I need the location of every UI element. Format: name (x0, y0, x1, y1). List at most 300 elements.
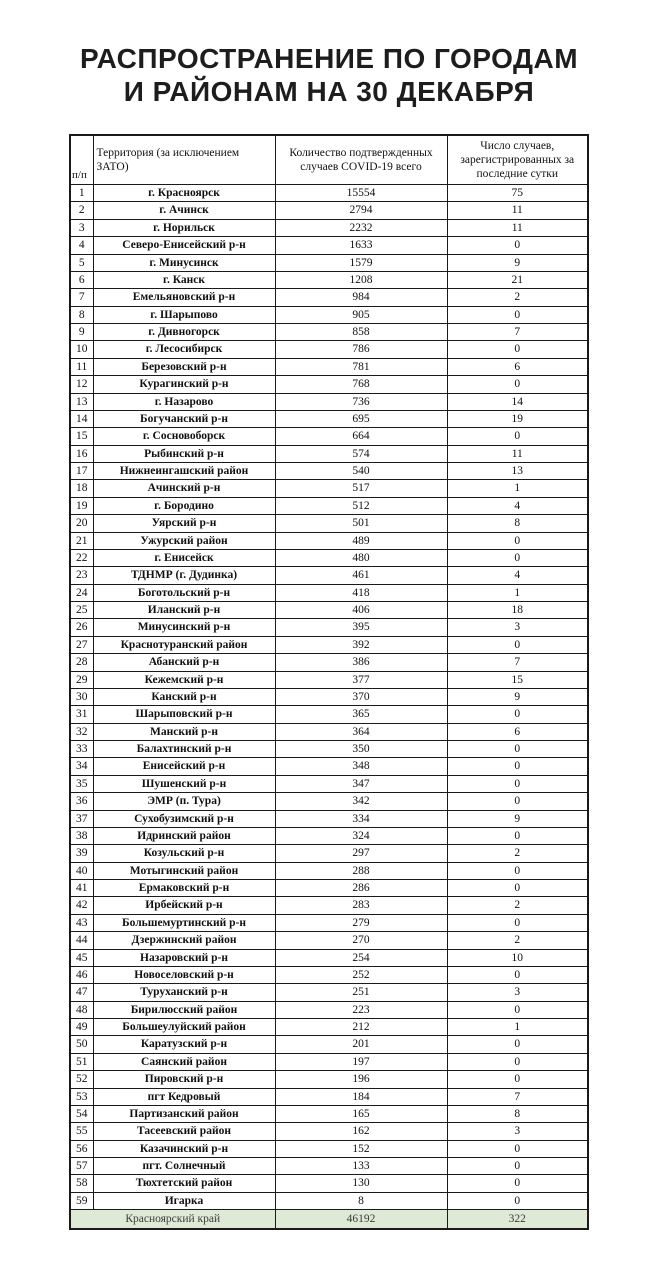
col-header-territory: Территория (за исключением ЗАТО) (93, 135, 275, 185)
territory-cell: ТДНМР (г. Дудинка) (93, 567, 275, 584)
territory-cell: Новоселовский р-н (93, 966, 275, 983)
total-cases-cell: 489 (275, 532, 447, 549)
row-number: 38 (70, 827, 93, 844)
territory-cell: Иланский р-н (93, 602, 275, 619)
table-row (70, 584, 588, 601)
territory-cell: Краснотуранский район (93, 636, 275, 653)
daily-cases-cell: 10 (447, 949, 588, 966)
total-cases-cell: 392 (275, 636, 447, 653)
territory-cell: Партизанский район (93, 1105, 275, 1122)
daily-cases-cell: 9 (447, 810, 588, 827)
territory-cell: г. Канск (93, 271, 275, 288)
territory-cell: Большемуртинский р-н (93, 914, 275, 931)
daily-cases-cell: 0 (447, 306, 588, 323)
territory-cell: ЭМР (п. Тура) (93, 793, 275, 810)
table-row (70, 775, 588, 792)
table-row (70, 1001, 588, 1018)
total-cases-cell: 196 (275, 1071, 447, 1088)
row-number: 40 (70, 862, 93, 879)
table-row (70, 654, 588, 671)
total-cases-cell: 297 (275, 845, 447, 862)
territory-cell: Емельяновский р-н (93, 289, 275, 306)
table-row (70, 1158, 588, 1175)
table-row (70, 758, 588, 775)
table-row (70, 1175, 588, 1192)
daily-cases-cell: 7 (447, 324, 588, 341)
total-cases-cell: 406 (275, 602, 447, 619)
territory-cell: Идринский район (93, 827, 275, 844)
row-number: 50 (70, 1036, 93, 1053)
total-cases-cell: 574 (275, 445, 447, 462)
territory-cell: Боготольский р-н (93, 584, 275, 601)
territory-cell: Минусинский р-н (93, 619, 275, 636)
total-cases-cell: 223 (275, 1001, 447, 1018)
daily-cases-cell: 7 (447, 1088, 588, 1105)
table-row (70, 827, 588, 844)
total-cases-cell: 212 (275, 1019, 447, 1036)
daily-cases-cell: 0 (447, 376, 588, 393)
daily-cases-cell: 15 (447, 671, 588, 688)
row-number: 34 (70, 758, 93, 775)
row-number: 2 (70, 202, 93, 219)
total-cases-cell: 370 (275, 688, 447, 705)
table-row (70, 914, 588, 931)
table-row (70, 636, 588, 653)
total-cases-cell: 1633 (275, 237, 447, 254)
table-row (70, 306, 588, 323)
daily-cases-cell: 0 (447, 1036, 588, 1053)
table-row (70, 358, 588, 375)
table-row (70, 810, 588, 827)
total-cases-cell: 664 (275, 428, 447, 445)
daily-cases-cell: 0 (447, 1192, 588, 1209)
total-cases-cell: 165 (275, 1105, 447, 1122)
table-row (70, 410, 588, 427)
total-cases-cell: 386 (275, 654, 447, 671)
row-number: 13 (70, 393, 93, 410)
territory-cell: Мотыгинский район (93, 862, 275, 879)
table-row (70, 862, 588, 879)
territory-cell: Курагинский р-н (93, 376, 275, 393)
total-cases-cell: 348 (275, 758, 447, 775)
territory-cell: г. Дивногорск (93, 324, 275, 341)
row-number: 43 (70, 914, 93, 931)
row-number: 23 (70, 567, 93, 584)
table-row (70, 1140, 588, 1157)
row-number: 28 (70, 654, 93, 671)
daily-cases-cell: 6 (447, 358, 588, 375)
daily-cases-cell: 0 (447, 636, 588, 653)
row-number: 58 (70, 1175, 93, 1192)
total-cases-cell: 781 (275, 358, 447, 375)
row-number: 7 (70, 289, 93, 306)
row-number: 39 (70, 845, 93, 862)
total-cases-cell: 152 (275, 1140, 447, 1157)
total-cases-cell: 517 (275, 480, 447, 497)
table-body (70, 185, 588, 1210)
row-number: 19 (70, 497, 93, 514)
total-cases-cell: 130 (275, 1175, 447, 1192)
total-cases-cell: 858 (275, 324, 447, 341)
territory-cell: г. Шарыпово (93, 306, 275, 323)
table-row (70, 289, 588, 306)
table-row (70, 549, 588, 566)
daily-cases-cell: 0 (447, 1175, 588, 1192)
total-cases-cell: 15554 (275, 185, 447, 202)
daily-cases-cell: 2 (447, 845, 588, 862)
row-number: 33 (70, 741, 93, 758)
row-number: 4 (70, 237, 93, 254)
daily-cases-cell: 2 (447, 897, 588, 914)
total-cases-cell: 184 (275, 1088, 447, 1105)
total-territory-cell: Красноярский край (70, 1210, 275, 1230)
row-number: 25 (70, 602, 93, 619)
row-number: 44 (70, 932, 93, 949)
table-row (70, 567, 588, 584)
table-row (70, 897, 588, 914)
total-cases-cell: 395 (275, 619, 447, 636)
total-cases-cell: 480 (275, 549, 447, 566)
table-row (70, 984, 588, 1001)
territory-cell: г. Ачинск (93, 202, 275, 219)
table-row (70, 1123, 588, 1140)
territory-cell: Дзержинский район (93, 932, 275, 949)
total-cases-cell: 283 (275, 897, 447, 914)
territory-cell: Ачинский р-н (93, 480, 275, 497)
col-header-total-cases: Количество подтвержденных случаев COVID-19 всего (275, 135, 447, 185)
daily-cases-cell: 0 (447, 1001, 588, 1018)
total-cases-cell: 286 (275, 880, 447, 897)
table-row (70, 949, 588, 966)
row-number: 49 (70, 1019, 93, 1036)
daily-cases-cell: 1 (447, 480, 588, 497)
territory-cell: пгт Кедровый (93, 1088, 275, 1105)
table-row (70, 185, 588, 202)
total-cases-cell: 252 (275, 966, 447, 983)
col-header-daily-cases: Число случаев, зарегистрированных за последние сутки (447, 135, 588, 185)
page-title-line1: РАСПРОСТРАНЕНИЕ ПО ГОРОДАМ (79, 43, 579, 74)
table-row (70, 463, 588, 480)
daily-cases-cell: 11 (447, 202, 588, 219)
territory-cell: Казачинский р-н (93, 1140, 275, 1157)
table-row (70, 619, 588, 636)
daily-cases-cell: 3 (447, 984, 588, 1001)
territory-cell: Игарка (93, 1192, 275, 1209)
daily-cases-cell: 3 (447, 1123, 588, 1140)
total-cases-cell: 279 (275, 914, 447, 931)
daily-cases-cell: 0 (447, 793, 588, 810)
row-number: 8 (70, 306, 93, 323)
territory-cell: Козульский р-н (93, 845, 275, 862)
total-cases-cell: 984 (275, 289, 447, 306)
territory-cell: г. Красноярск (93, 185, 275, 202)
daily-cases-cell: 0 (447, 237, 588, 254)
daily-cases-cell: 0 (447, 532, 588, 549)
row-number: 24 (70, 584, 93, 601)
territory-cell: г. Лесосибирск (93, 341, 275, 358)
daily-cases-cell: 4 (447, 497, 588, 514)
table-row (70, 254, 588, 271)
daily-cases-cell: 0 (447, 741, 588, 758)
total-cases-cell: 512 (275, 497, 447, 514)
territory-cell: Каратузский р-н (93, 1036, 275, 1053)
territory-cell: Назаровский р-н (93, 949, 275, 966)
table-row (70, 845, 588, 862)
row-number: 36 (70, 793, 93, 810)
row-number: 56 (70, 1140, 93, 1157)
table-row (70, 532, 588, 549)
table-row (70, 723, 588, 740)
total-cases-cell: 197 (275, 1053, 447, 1070)
table-row (70, 237, 588, 254)
territory-cell: г. Енисейск (93, 549, 275, 566)
row-number: 9 (70, 324, 93, 341)
daily-cases-cell: 14 (447, 393, 588, 410)
row-number: 21 (70, 532, 93, 549)
table-row (70, 515, 588, 532)
territory-cell: Нижнеингашский район (93, 463, 275, 480)
total-daily-cell: 322 (447, 1210, 588, 1230)
daily-cases-cell: 18 (447, 602, 588, 619)
row-number: 32 (70, 723, 93, 740)
total-cases-cell: 201 (275, 1036, 447, 1053)
territory-cell: Саянский район (93, 1053, 275, 1070)
table-row (70, 688, 588, 705)
territory-cell: Бирилюсский район (93, 1001, 275, 1018)
table-row (70, 202, 588, 219)
territory-cell: Уярский р-н (93, 515, 275, 532)
table-row (70, 271, 588, 288)
territory-cell: г. Назарово (93, 393, 275, 410)
row-number: 10 (70, 341, 93, 358)
row-number: 51 (70, 1053, 93, 1070)
territory-cell: Туруханский р-н (93, 984, 275, 1001)
row-number: 14 (70, 410, 93, 427)
territory-cell: г. Минусинск (93, 254, 275, 271)
total-cases-cell: 1208 (275, 271, 447, 288)
total-cases-cell: 334 (275, 810, 447, 827)
table-row (70, 671, 588, 688)
table-header (70, 135, 588, 185)
total-cases-cell: 786 (275, 341, 447, 358)
total-cases-cell: 905 (275, 306, 447, 323)
daily-cases-cell: 0 (447, 862, 588, 879)
territory-cell: Ермаковский р-н (93, 880, 275, 897)
total-cases-cell: 695 (275, 410, 447, 427)
territory-cell: Ужурский район (93, 532, 275, 549)
table-row (70, 706, 588, 723)
table-row (70, 1088, 588, 1105)
daily-cases-cell: 0 (447, 549, 588, 566)
daily-cases-cell: 4 (447, 567, 588, 584)
row-number: 57 (70, 1158, 93, 1175)
total-row (70, 1210, 588, 1230)
table-row (70, 1192, 588, 1209)
territory-cell: Большеулуйский район (93, 1019, 275, 1036)
daily-cases-cell: 0 (447, 1158, 588, 1175)
total-cases-cell: 2794 (275, 202, 447, 219)
territory-cell: г. Сосновоборск (93, 428, 275, 445)
territory-cell: Манский р-н (93, 723, 275, 740)
total-cases-cell: 418 (275, 584, 447, 601)
daily-cases-cell: 6 (447, 723, 588, 740)
daily-cases-cell: 8 (447, 1105, 588, 1122)
total-cases-cell: 270 (275, 932, 447, 949)
territory-cell: Балахтинский р-н (93, 741, 275, 758)
total-cases-cell: 254 (275, 949, 447, 966)
total-cases-cell: 347 (275, 775, 447, 792)
total-cases-cell: 768 (275, 376, 447, 393)
total-cases-cell: 377 (275, 671, 447, 688)
daily-cases-cell: 0 (447, 775, 588, 792)
row-number: 29 (70, 671, 93, 688)
territory-cell: Шушенский р-н (93, 775, 275, 792)
territory-cell: Богучанский р-н (93, 410, 275, 427)
row-number: 35 (70, 775, 93, 792)
territory-cell: Ирбейский р-н (93, 897, 275, 914)
territory-cell: Канский р-н (93, 688, 275, 705)
daily-cases-cell: 0 (447, 914, 588, 931)
table-row (70, 341, 588, 358)
territory-cell: Сухобузимский р-н (93, 810, 275, 827)
table-row (70, 480, 588, 497)
daily-cases-cell: 0 (447, 1071, 588, 1088)
daily-cases-cell: 0 (447, 428, 588, 445)
daily-cases-cell: 13 (447, 463, 588, 480)
page-title (0, 0, 658, 108)
header-row (70, 135, 588, 185)
territory-cell: Енисейский р-н (93, 758, 275, 775)
table-footer (70, 1210, 588, 1230)
total-cases-cell: 540 (275, 463, 447, 480)
row-number: 26 (70, 619, 93, 636)
daily-cases-cell: 2 (447, 932, 588, 949)
row-number: 47 (70, 984, 93, 1001)
row-number: 53 (70, 1088, 93, 1105)
row-number: 42 (70, 897, 93, 914)
table-row (70, 880, 588, 897)
covid-cases-table (69, 134, 589, 1230)
daily-cases-cell: 3 (447, 619, 588, 636)
daily-cases-cell: 0 (447, 880, 588, 897)
table-row (70, 445, 588, 462)
total-cases-cell: 133 (275, 1158, 447, 1175)
territory-cell: Абанский р-н (93, 654, 275, 671)
row-number: 3 (70, 219, 93, 236)
row-number: 16 (70, 445, 93, 462)
row-number: 11 (70, 358, 93, 375)
daily-cases-cell: 0 (447, 1140, 588, 1157)
total-cases-cell: 8 (275, 1192, 447, 1209)
total-cases-cell: 365 (275, 706, 447, 723)
page-title-line2: И РАЙОНАМ НА 30 ДЕКАБРЯ (123, 76, 535, 108)
total-cases-cell: 1579 (275, 254, 447, 271)
daily-cases-cell: 0 (447, 758, 588, 775)
row-number: 5 (70, 254, 93, 271)
territory-cell: пгт. Солнечный (93, 1158, 275, 1175)
row-number: 54 (70, 1105, 93, 1122)
daily-cases-cell: 11 (447, 219, 588, 236)
table-row (70, 1019, 588, 1036)
row-number: 52 (70, 1071, 93, 1088)
row-number: 45 (70, 949, 93, 966)
row-number: 6 (70, 271, 93, 288)
row-number: 59 (70, 1192, 93, 1209)
daily-cases-cell: 11 (447, 445, 588, 462)
daily-cases-cell: 7 (447, 654, 588, 671)
table-row (70, 932, 588, 949)
table-row (70, 393, 588, 410)
row-number: 27 (70, 636, 93, 653)
table-row (70, 966, 588, 983)
row-number: 22 (70, 549, 93, 566)
territory-cell: Березовский р-н (93, 358, 275, 375)
total-cases-cell: 501 (275, 515, 447, 532)
territory-cell: Северо-Енисейский р-н (93, 237, 275, 254)
daily-cases-cell: 0 (447, 706, 588, 723)
territory-cell: Тюхтетский район (93, 1175, 275, 1192)
territory-cell: Шарыповский р-н (93, 706, 275, 723)
table-row (70, 741, 588, 758)
table-row (70, 602, 588, 619)
daily-cases-cell: 19 (447, 410, 588, 427)
daily-cases-cell: 0 (447, 341, 588, 358)
territory-cell: г. Бородино (93, 497, 275, 514)
row-number: 37 (70, 810, 93, 827)
row-number: 18 (70, 480, 93, 497)
table-row (70, 1071, 588, 1088)
daily-cases-cell: 0 (447, 827, 588, 844)
daily-cases-cell: 75 (447, 185, 588, 202)
total-cases-cell: 324 (275, 827, 447, 844)
total-cases-cell: 162 (275, 1123, 447, 1140)
total-cases-cell: 288 (275, 862, 447, 879)
daily-cases-cell: 1 (447, 1019, 588, 1036)
daily-cases-cell: 0 (447, 1053, 588, 1070)
total-cases-cell: 350 (275, 741, 447, 758)
row-number: 1 (70, 185, 93, 202)
table-row (70, 497, 588, 514)
daily-cases-cell: 9 (447, 254, 588, 271)
territory-cell: Рыбинский р-н (93, 445, 275, 462)
daily-cases-cell: 1 (447, 584, 588, 601)
territory-cell: г. Норильск (93, 219, 275, 236)
total-cases-cell: 342 (275, 793, 447, 810)
row-number: 20 (70, 515, 93, 532)
row-number: 15 (70, 428, 93, 445)
row-number: 46 (70, 966, 93, 983)
total-cases-cell: 46192 (275, 1210, 447, 1230)
row-number: 30 (70, 688, 93, 705)
row-number: 17 (70, 463, 93, 480)
table-row (70, 793, 588, 810)
row-number: 55 (70, 1123, 93, 1140)
col-header-num: п/п (70, 135, 93, 185)
total-cases-cell: 2232 (275, 219, 447, 236)
daily-cases-cell: 2 (447, 289, 588, 306)
row-number: 31 (70, 706, 93, 723)
table-row (70, 1053, 588, 1070)
daily-cases-cell: 21 (447, 271, 588, 288)
daily-cases-cell: 9 (447, 688, 588, 705)
daily-cases-cell: 8 (447, 515, 588, 532)
row-number: 12 (70, 376, 93, 393)
total-cases-cell: 736 (275, 393, 447, 410)
total-cases-cell: 251 (275, 984, 447, 1001)
total-cases-cell: 364 (275, 723, 447, 740)
territory-cell: Пировский р-н (93, 1071, 275, 1088)
table-row (70, 1105, 588, 1122)
